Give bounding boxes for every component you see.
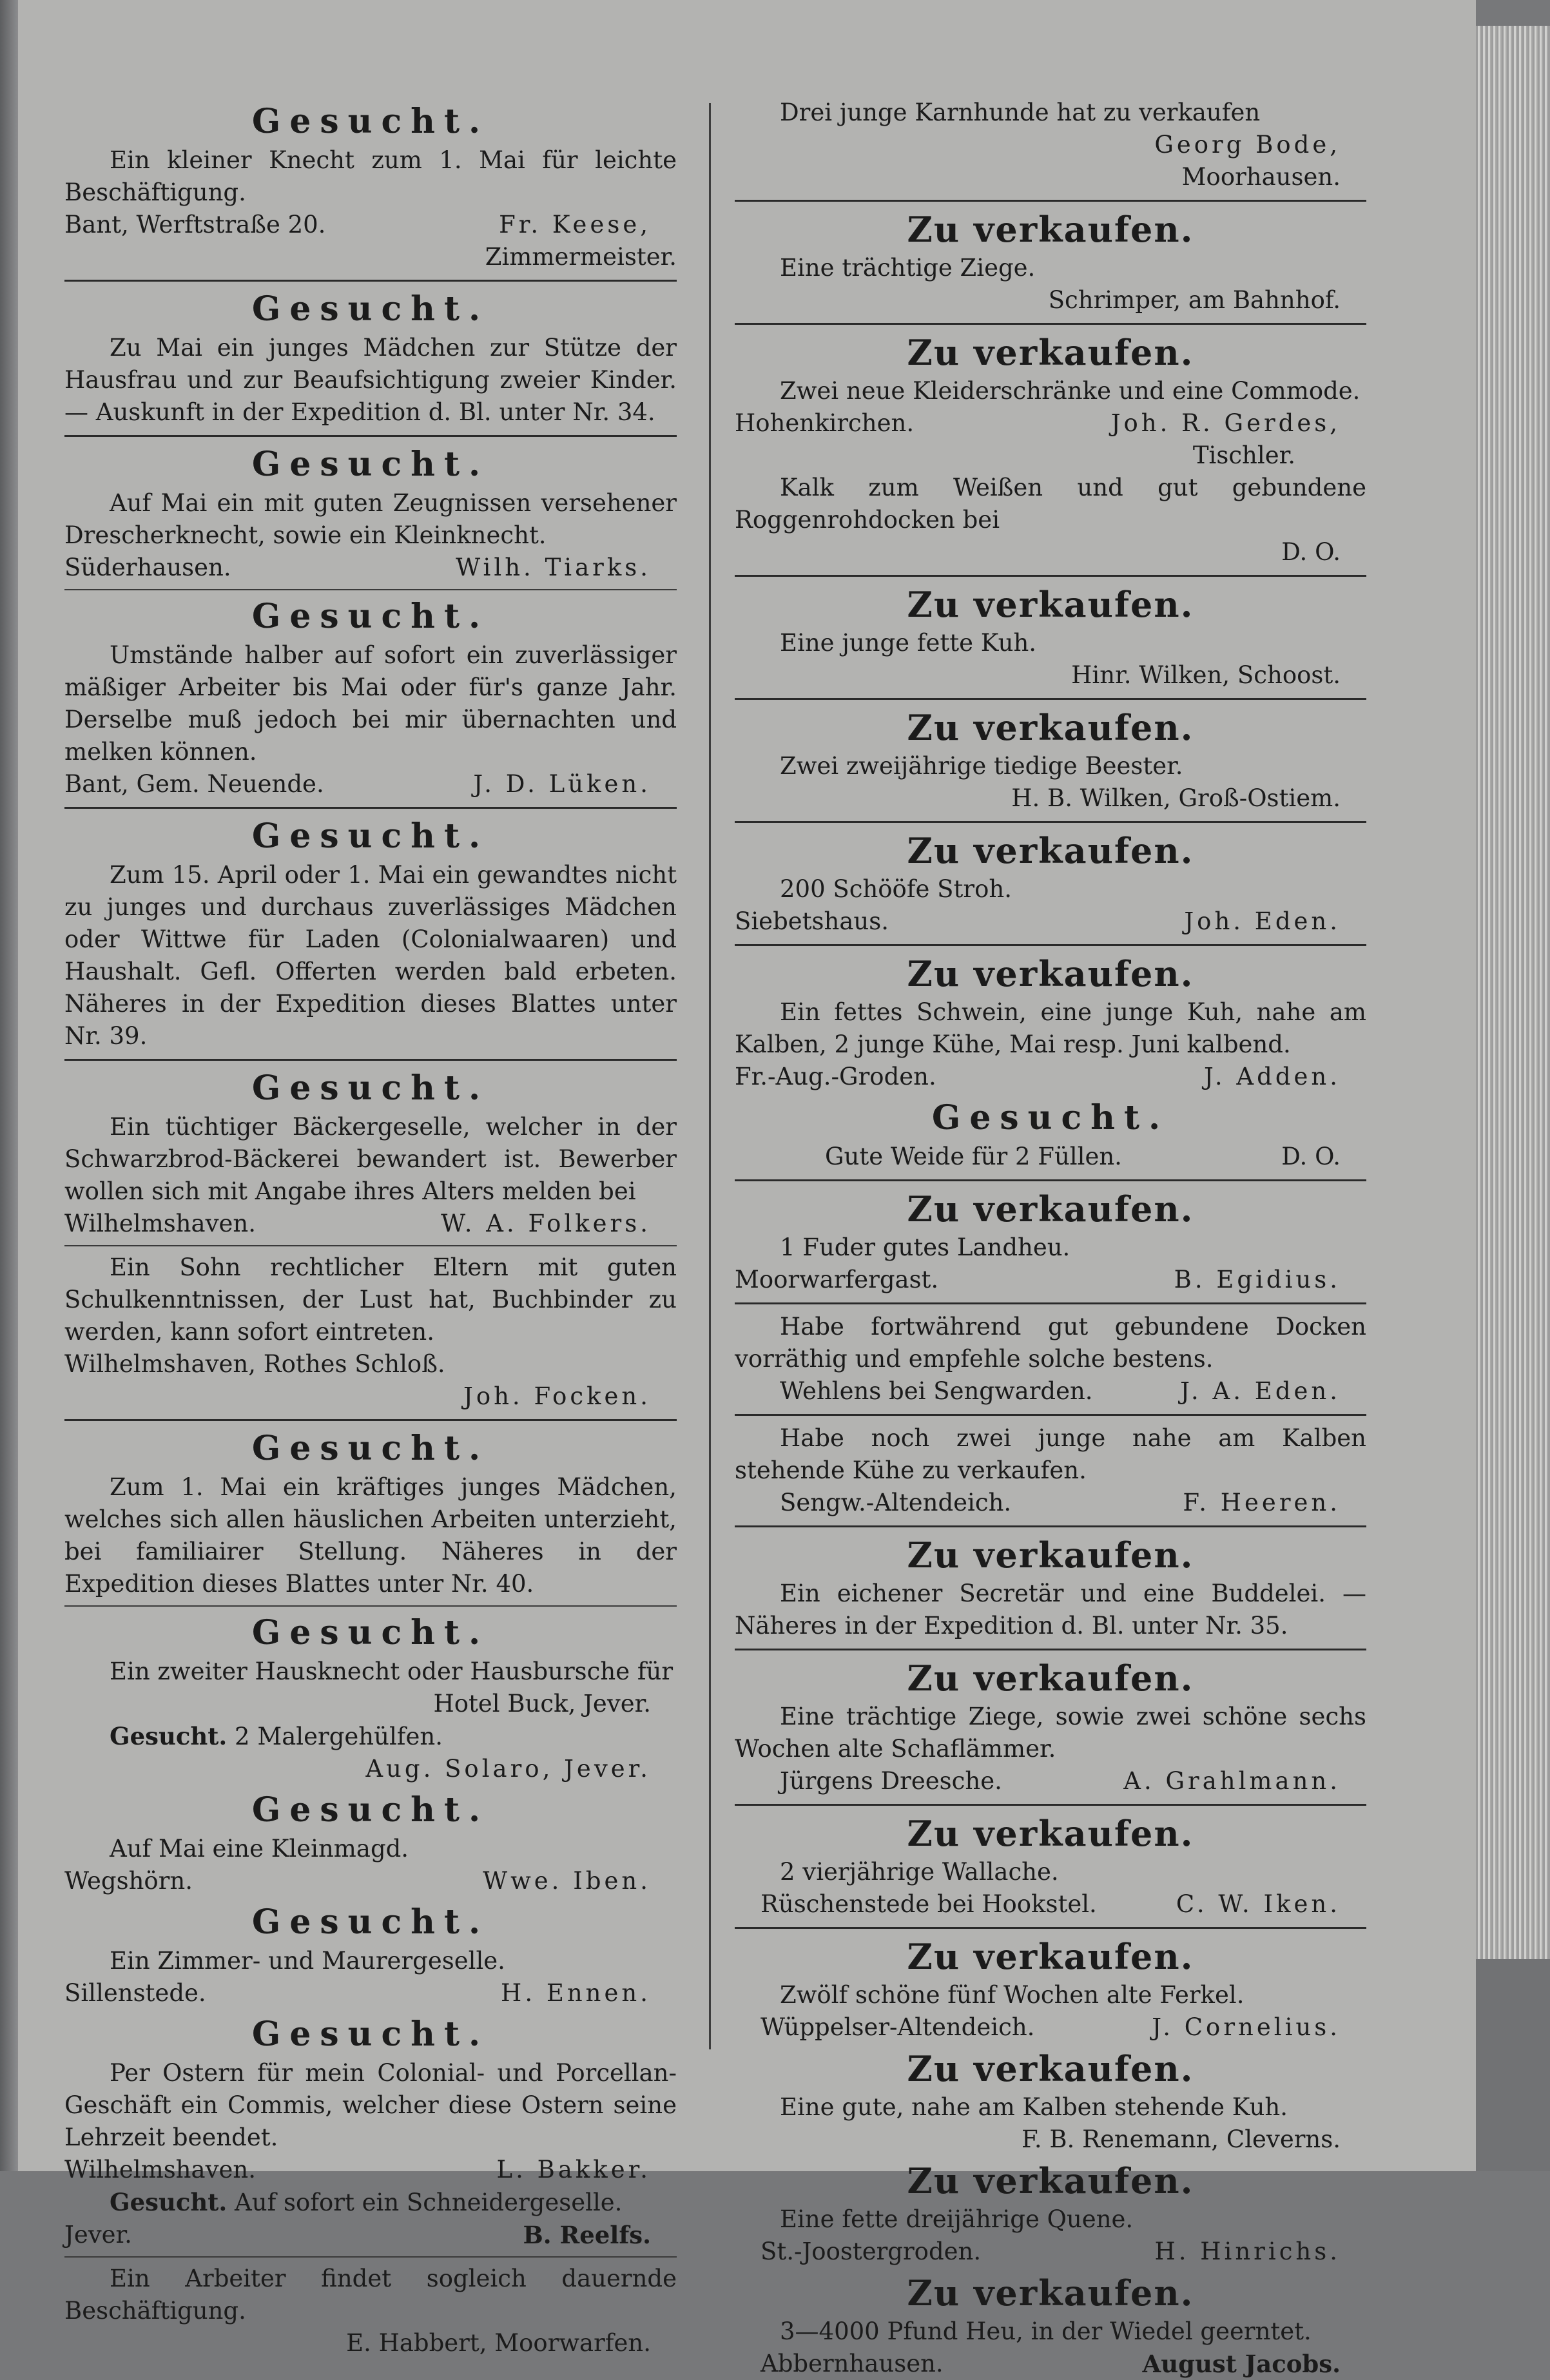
ad-heading: Gesucht.: [251, 597, 490, 636]
ad-inline-heading: Gesucht.: [110, 1722, 228, 1750]
ad-signature: J. Cornelius.: [1152, 2013, 1341, 2041]
ad-text: Ein Sohn rechtlicher Eltern mit guten Schulkenntnissen, der Lust hat, Buchbinder zu werden, kann sofort eintreten.: [64, 1253, 677, 1346]
ad-right-8: [735, 953, 1366, 1093]
ad-place: Süderhausen.: [64, 554, 231, 581]
ad-heading: Zu verkaufen.: [907, 1813, 1194, 1854]
ad-text: Zu Mai ein junges Mädchen zur Stütze der Hausfrau und zur Beaufsichtigung zweier Kinder. — Auskunft in der Expedition d. Bl. unter Nr. 34.: [64, 334, 677, 426]
ad-place: Fr.-Aug.-Groden.: [735, 1063, 936, 1090]
ad-text: Eine junge fette Kuh.: [780, 629, 1037, 657]
ad-signature: F. Heeren.: [1183, 1489, 1341, 1516]
ad-signature: D. O.: [1281, 1143, 1341, 1170]
ad-right-19: [735, 2272, 1366, 2380]
ad-heading: Gesucht.: [251, 1902, 490, 1942]
ad-text: Gute Weide für 2 Füllen.: [825, 1143, 1122, 1170]
ad-signature: Joh. Eden.: [1184, 907, 1341, 935]
ad-heading: Zu verkaufen.: [907, 584, 1194, 625]
ad-text: 200 Schööfe Stroh.: [780, 875, 1012, 903]
ad-text: Ein kleiner Knecht zum 1. Mai für leichte Beschäftigung.: [64, 146, 677, 206]
ad-left-12: [64, 1901, 677, 2009]
ad-place: Sillenstede.: [64, 1979, 206, 2007]
ad-text: Auf Mai eine Kleinmagd.: [110, 1835, 409, 1862]
ad-left-10: [64, 1720, 677, 1785]
ad-heading: Zu verkaufen.: [907, 2272, 1194, 2314]
ad-signature: Georg Bode,: [1154, 131, 1341, 159]
ad-place: Siebetshaus.: [735, 907, 889, 935]
ad-place: Bant, Werftstraße 20.: [64, 211, 326, 238]
ad-signature: Schrimper, am Bahnhof.: [1048, 286, 1341, 314]
ad-right-11: [735, 1311, 1366, 1416]
ad-place: Jever.: [64, 2221, 132, 2249]
ad-right-2: [735, 208, 1366, 325]
ad-place: Hohenkirchen.: [735, 409, 915, 437]
ad-text: Zwei neue Kleiderschränke und eine Commode.: [780, 377, 1361, 405]
ad-heading: Zu verkaufen.: [907, 332, 1194, 373]
ad-text: Zum 15. April oder 1. Mai ein gewandtes nicht zu junges und durchaus zuverlässiges Mädchen oder Wittwe für Laden (Colonialwaaren) und Haushalt. Gefl. Offerten werden bald erbeten. Näheres in der Expedition dieses Blattes unter Nr. 39.: [64, 861, 677, 1050]
ad-text: Ein zweiter Hausknecht oder Hausbursche für: [110, 1658, 673, 1685]
column-divider: [709, 103, 711, 2049]
ad-left-6: [64, 1067, 677, 1246]
ad-left-4: [64, 595, 677, 809]
ad-heading: Gesucht.: [251, 1429, 490, 1468]
ad-right-10: [735, 1188, 1366, 1304]
ad-text: Habe noch zwei junge nahe am Kalben stehende Kühe zu verkaufen.: [735, 1424, 1366, 1484]
ad-left-2: [64, 288, 677, 437]
ad-heading: Gesucht.: [251, 289, 490, 329]
ad-text: Ein fettes Schwein, eine junge Kuh, nahe am Kalben, 2 junge Kühe, Mai resp. Juni kalbend.: [735, 998, 1366, 1058]
ad-heading: Zu verkaufen.: [907, 953, 1194, 994]
ad-signature: Wwe. Iben.: [483, 1867, 651, 1895]
ad-signature: Fr. Keese,: [499, 211, 651, 238]
ad-heading: Zu verkaufen.: [907, 209, 1194, 250]
ad-signature-title: Tischler.: [1192, 441, 1295, 469]
ad-text: Kalk zum Weißen und gut gebundene Roggenrohdocken bei: [735, 474, 1366, 534]
ad-signature: E. Habbert, Moorwarfen.: [346, 2329, 651, 2357]
ad-text: Zwölf schöne fünf Wochen alte Ferkel.: [780, 1981, 1245, 2009]
ad-signature: L. Bakker.: [496, 2156, 651, 2183]
ad-heading: Gesucht.: [251, 1790, 490, 1830]
ad-signature: F. B. Renemann, Cleverns.: [1021, 2125, 1341, 2153]
ad-place: Moorwarfergast.: [735, 1266, 939, 1293]
ad-heading: Zu verkaufen.: [907, 2160, 1194, 2201]
ad-right-16: [735, 1935, 1366, 2044]
book-spine: [0, 0, 18, 2171]
ad-text: Eine fette dreijährige Quene.: [780, 2205, 1134, 2233]
ad-inline-heading: Gesucht.: [110, 2188, 228, 2216]
ad-place: Bant, Gem. Neuende.: [64, 770, 324, 798]
ad-heading: Zu verkaufen.: [907, 830, 1194, 871]
ad-place: Wüppelser-Altendeich.: [760, 2013, 1035, 2041]
ad-place: Sengw.-Altendeich.: [780, 1489, 1012, 1516]
ad-signature: H. B. Wilken, Groß-Ostiem.: [1011, 784, 1341, 812]
ad-heading: Zu verkaufen.: [907, 1188, 1194, 1230]
ad-left-8: [64, 1427, 677, 1607]
ad-text: Auf sofort ein Schneidergeselle.: [235, 2189, 623, 2216]
ad-place: Wilhelmshaven.: [64, 2156, 256, 2183]
page-edges-shadow: [1476, 1959, 1550, 2171]
ad-left-13: [64, 2013, 677, 2186]
ad-heading: Gesucht.: [251, 1069, 490, 1108]
ad-right-9: [735, 1097, 1366, 1181]
ad-text: Eine trächtige Ziege.: [780, 254, 1036, 282]
ad-heading: Gesucht.: [931, 1098, 1170, 1137]
ad-signature: Hinr. Wilken, Schoost.: [1071, 661, 1341, 689]
ad-left-11: [64, 1789, 677, 1897]
ad-signature: C. W. Iken.: [1176, 1890, 1341, 1918]
ad-right-17: [735, 2047, 1366, 2156]
ad-left-14: [64, 2186, 677, 2258]
ad-signature: August Jacobs.: [1142, 2350, 1341, 2378]
ad-right-5: [735, 583, 1366, 700]
ad-place: Abbernhausen.: [760, 2350, 944, 2377]
ad-right-7: [735, 829, 1366, 946]
ad-signature: A. Grahlmann.: [1123, 1767, 1341, 1795]
ad-text: 2 vierjährige Wallache.: [780, 1858, 1059, 1886]
ad-text: Per Ostern für mein Colonial- und Porcellan-Geschäft ein Commis, welcher diese Ostern seine Lehrzeit beendet.: [64, 2059, 677, 2151]
ad-signature: Aug. Solaro, Jever.: [365, 1755, 651, 1783]
ad-text: Umstände halber auf sofort ein zuverlässiger mäßiger Arbeiter bis Mai oder für's ganze Jahr. Derselbe muß jedoch bei mir übernachten und melken können.: [64, 641, 677, 766]
ad-text: Eine gute, nahe am Kalben stehende Kuh.: [780, 2093, 1288, 2121]
ad-signature: B. Egidius.: [1174, 1266, 1341, 1293]
ad-text: 1 Fuder gutes Landheu.: [780, 1234, 1070, 1261]
ad-right-6: [735, 706, 1366, 823]
ad-signature: H. Hinrichs.: [1154, 2238, 1341, 2265]
ad-text: Ein Zimmer- und Maurergeselle.: [110, 1947, 505, 1975]
ad-right-12: [735, 1422, 1366, 1527]
ad-place: Wehlens bei Sengwarden.: [780, 1377, 1093, 1405]
ad-heading: Gesucht.: [251, 817, 490, 856]
ad-heading: Gesucht.: [251, 102, 490, 141]
ad-right-13: [735, 1534, 1366, 1650]
ad-text: Zwei zweijährige tiedige Beester.: [780, 752, 1183, 780]
ad-heading: Gesucht.: [251, 445, 490, 484]
ad-signature: W. A. Folkers.: [441, 1210, 651, 1237]
ad-text: Eine trächtige Ziege, sowie zwei schöne sechs Wochen alte Schaflämmer.: [735, 1703, 1366, 1763]
ad-heading: Gesucht.: [251, 2015, 490, 2054]
ad-left-1: [64, 101, 677, 282]
ad-signature: J. A. Eden.: [1180, 1377, 1341, 1405]
ad-text: 3—4000 Pfund Heu, in der Wiedel geerntet.: [780, 2317, 1312, 2345]
ad-signature: Wilh. Tiarks.: [456, 554, 651, 581]
ad-left-5: [64, 815, 677, 1061]
ad-heading: Zu verkaufen.: [907, 2048, 1194, 2089]
ad-text: Zum 1. Mai ein kräftiges junges Mädchen, welches sich allen häuslichen Arbeiten unterzieht, bei familiairer Stellung. Näheres in der Expedition dieses Blattes unter Nr. 40.: [64, 1473, 677, 1598]
ad-signature: J. D. Lüken.: [473, 770, 651, 798]
ad-left-9: [64, 1612, 677, 1720]
ad-text: 2 Malergehülfen.: [235, 1723, 443, 1750]
ad-text: Ein Arbeiter findet sogleich dauernde Beschäftigung.: [64, 2265, 677, 2325]
ad-text: Habe fortwährend gut gebundene Docken vorräthig und empfehle solche bestens.: [735, 1313, 1366, 1373]
ad-text: Ein tüchtiger Bäckergeselle, welcher in der Schwarzbrod-Bäckerei bewandert ist. Bewerber wollen sich mit Angabe ihres Alters melden bei: [64, 1113, 677, 1205]
ad-right-4: [735, 472, 1366, 577]
ad-right-14: [735, 1657, 1366, 1806]
left-column: [64, 97, 677, 2357]
right-column: [735, 97, 1366, 2378]
ad-signature: Joh. R. Gerdes,: [1110, 409, 1341, 437]
ad-heading: Zu verkaufen.: [907, 1534, 1194, 1576]
ad-place: Rüschenstede bei Hookstel.: [760, 1890, 1097, 1918]
ad-place: Wilhelmshaven, Rothes Schloß.: [64, 1350, 445, 1378]
ad-right-1: [735, 97, 1366, 202]
ad-heading: Zu verkaufen.: [907, 707, 1194, 748]
ad-left-3: [64, 443, 677, 590]
ad-signature: J. Adden.: [1203, 1063, 1341, 1090]
ad-text: Drei junge Karnhunde hat zu verkaufen: [780, 99, 1261, 126]
ad-place: Wilhelmshaven.: [64, 1210, 256, 1237]
ad-signature: Joh. Focken.: [463, 1382, 651, 1410]
ad-left-15: [64, 2263, 677, 2359]
ad-right-3: [735, 331, 1366, 472]
ad-signature: H. Ennen.: [501, 1979, 651, 2007]
ad-right-18: [735, 2160, 1366, 2268]
ad-right-15: [735, 1812, 1366, 1929]
ad-text: Auf Mai ein mit guten Zeugnissen versehener Drescherknecht, sowie ein Kleinknecht.: [64, 489, 677, 549]
ad-heading: Zu verkaufen.: [907, 1658, 1194, 1699]
ad-left-7: [64, 1252, 677, 1421]
ad-text: Ein eichener Secretär und eine Buddelei. — Näheres in der Expedition d. Bl. unter Nr. 35.: [735, 1580, 1366, 1640]
ad-place: St.-Joostergroden.: [760, 2238, 982, 2265]
ad-heading: Zu verkaufen.: [907, 1936, 1194, 1977]
ad-signature-title: Zimmermeister.: [485, 243, 677, 271]
ad-signature: B. Reelfs.: [523, 2221, 651, 2249]
ad-signature: Hotel Buck, Jever.: [433, 1690, 651, 1717]
ad-place: Wegshörn.: [64, 1867, 193, 1895]
ad-signature-place: Moorhausen.: [1181, 163, 1341, 191]
ad-signature: D. O.: [1281, 538, 1341, 566]
ad-heading: Gesucht.: [251, 1613, 490, 1652]
ad-place: Jürgens Dreesche.: [780, 1767, 1002, 1795]
page-edges: [1476, 26, 1550, 1959]
